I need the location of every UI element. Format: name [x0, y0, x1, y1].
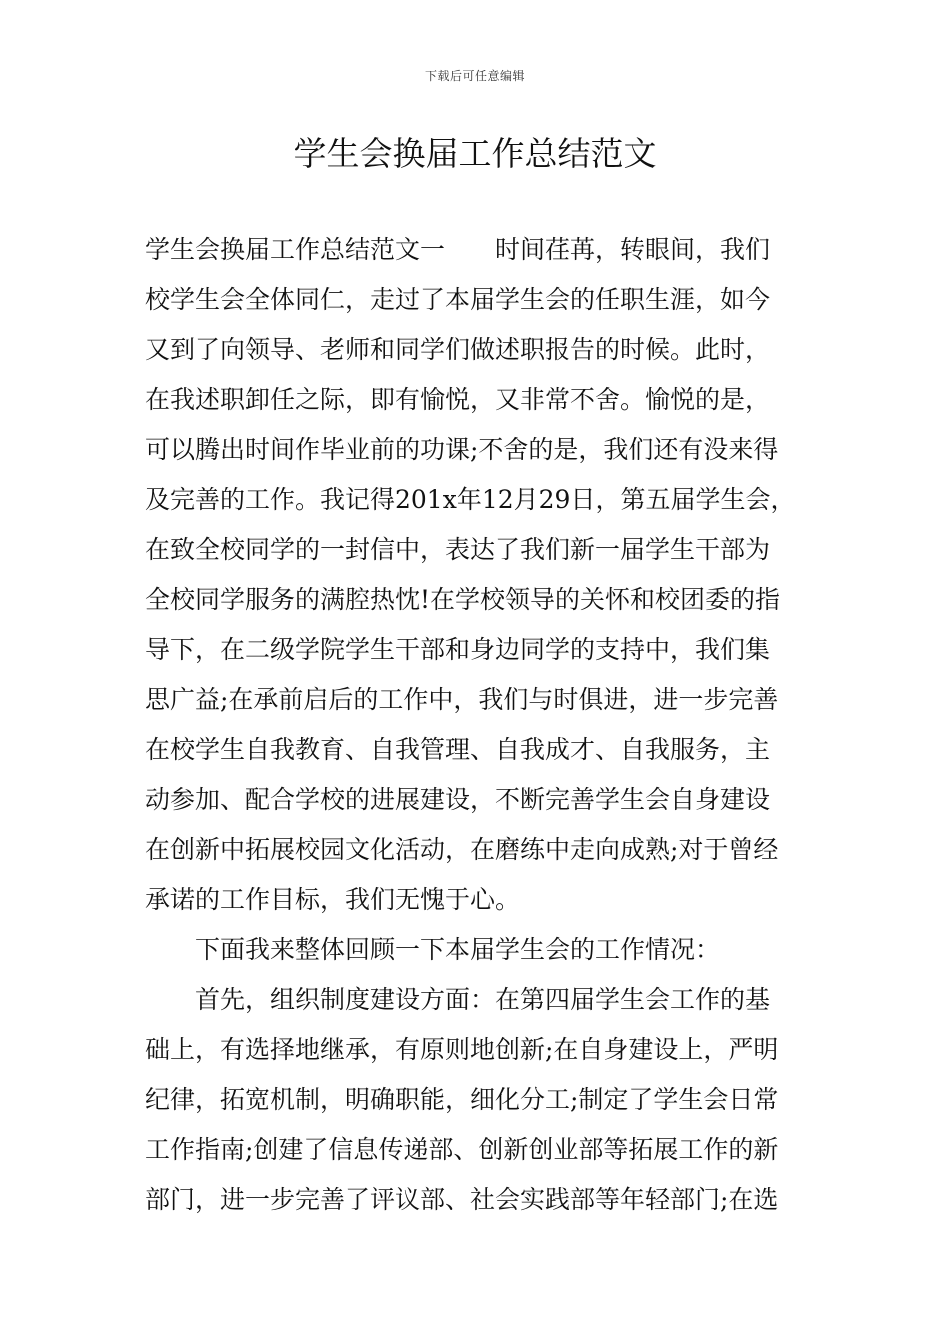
body-line: 在致全校同学的一封信中，表达了我们新一届学生干部为 — [145, 535, 771, 564]
body-line: 导下，在二级学院学生干部和身边同学的支持中，我们集 — [145, 635, 771, 664]
body-line: 全校同学服务的满腔热忱!在学校领导的关怀和校团委的指 — [145, 585, 781, 614]
body-line: 在校学生自我教育、自我管理、自我成才、自我服务，主 — [145, 735, 771, 764]
header-note: 下载后可任意编辑 — [424, 69, 525, 83]
body-line: 学生会换届工作总结范文一 时间荏苒，转眼间，我们 — [145, 235, 771, 264]
body-line: 承诺的工作目标，我们无愧于心。 — [145, 885, 521, 914]
body-line-paragraph-start: 下面我来整体回顾一下本届学生会的工作情况： — [195, 935, 721, 964]
body-line: 纪律，拓宽机制，明确职能，细化分工;制定了学生会日常 — [145, 1085, 779, 1114]
body-line-paragraph-start: 首先，组织制度建设方面：在第四届学生会工作的基 — [195, 985, 771, 1014]
body-line: 动参加、配合学校的进展建设，不断完善学生会自身建设 — [145, 785, 771, 814]
body-line: 思广益;在承前启后的工作中，我们与时俱进，进一步完善 — [145, 685, 779, 714]
document-title: 学生会换届工作总结范文 — [293, 134, 657, 173]
body-line: 工作指南;创建了信息传递部、创新创业部等拓展工作的新 — [145, 1135, 779, 1164]
body-line: 校学生会全体同仁，走过了本届学生会的任职生涯，如今 — [145, 285, 771, 314]
body-line: 部门，进一步完善了评议部、社会实践部等年轻部门;在选 — [145, 1185, 779, 1214]
document-body — [145, 225, 845, 1225]
body-line: 础上，有选择地继承，有原则地创新;在自身建设上，严明 — [145, 1035, 779, 1064]
body-line: 又到了向领导、老师和同学们做述职报告的时候。此时， — [145, 335, 771, 364]
body-line: 在我述职卸任之际，即有愉悦，又非常不舍。愉悦的是， — [145, 385, 771, 414]
body-line: 及完善的工作。我记得201x年12月29日，第五届学生会， — [145, 485, 796, 514]
body-line: 可以腾出时间作毕业前的功课;不舍的是，我们还有没来得 — [145, 435, 779, 464]
body-line: 在创新中拓展校园文化活动，在磨练中走向成熟;对于曾经 — [145, 835, 779, 864]
